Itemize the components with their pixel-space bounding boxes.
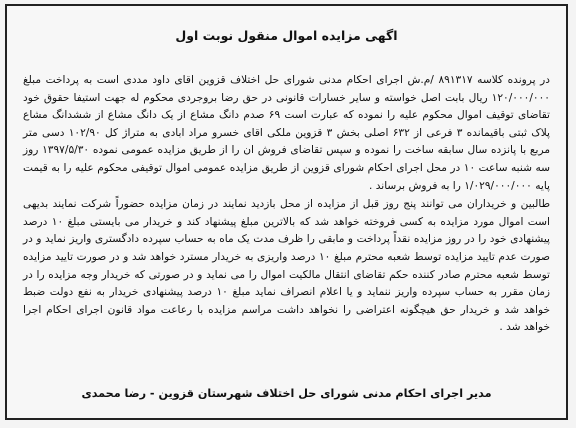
notice-body bbox=[23, 72, 550, 337]
notice-paragraph-2: طالبین و خریداران می توانند پنج روز قبل از مزایده از محل بازدید نمایند در زمان مزایده حضوراً شرکت نمایند بدیهی است اموال مورد مزایده به کسی فروخته خواهد شد که بالاترین مبلغ پیشنهاد کند و خریدار می بایستی مبلغ ۱۰ درصد پیشنهادی خود را در روز مزایده نقداً پرداخت و مابقی را ظرف مدت یک ماه به حساب سپرده دادگستری واریز نماید و در صورت عدم تایید مزایده توسط شعبه محترم مبلغ ۱۰ درصد واریزی به خریدار مسترد خواهد شد و در صورت تایید مزایده توسط شعبه محترم صادر کننده حکم تقاضای انتقال مالکیت اموال را می نماید و در صورتی که خریدار وجه مزایده را در زمان مقرر به حساب سپرده واریز ننماید و یا اعلام انصراف نماید مبلغ ۱۰ درصد پیشنهادی خریدار به نفع دولت ضبط خواهد شد و خریدار حق هیچگونه اعتراضی را نخواهد داشت مراسم مزایده با رعاعت مواد قانون اجرای احکام اجرا خواهد شد . bbox=[23, 198, 551, 334]
notice-signature: مدیر اجرای احکام مدنی شورای حل اختلاف شهرستان قزوین - رضا محمدی bbox=[81, 387, 492, 400]
auction-notice bbox=[5, 4, 568, 420]
notice-title: اگهی مزایده اموال منقول نوبت اول bbox=[175, 28, 398, 43]
notice-paragraph-1: در پرونده کلاسه ۸۹۱۳۱۷ /م.ش اجرای احکام مدنی شورای حل اختلاف قزوین اقای داود مددی است به پرداخت مبلغ ۱۲۰/۰۰۰/۰۰۰ ریال بابت اصل خواسته و سایر خسارات قانونی در حق رضا بروجردی محکوم له جهت استیفا حقوق خود تقاضای توقیف اموال محکوم علیه را نموده که عبارت است ۶۹ صدم دانگ مشاع از یک دانگ مشاع از ششدانگ مشاع پلاک ثبتی باقیمانده ۳ فرعی از ۶۳۲ اصلی بخش ۳ قزوین ملکی اقای خسرو مراد ابادی به متراژ کل ۱۰۲/۹۰ دسی متر مربع با پانزده سال سابقه ساخت را نموده و سپس تقاضای فروش ان را از طریق مزایده عمومی نموده ۱۳۹۷/۵/۳۰ روز سه شنبه ساعت ۱۰ در محل اجرای احکام شورای قزوین از طریق مزایده عمومی اموال توقیفی محکوم علیه را به قیمت پایه ۱/۰۲۹/۰۰۰/۰۰۰ را به فروش برساند . bbox=[23, 74, 551, 192]
